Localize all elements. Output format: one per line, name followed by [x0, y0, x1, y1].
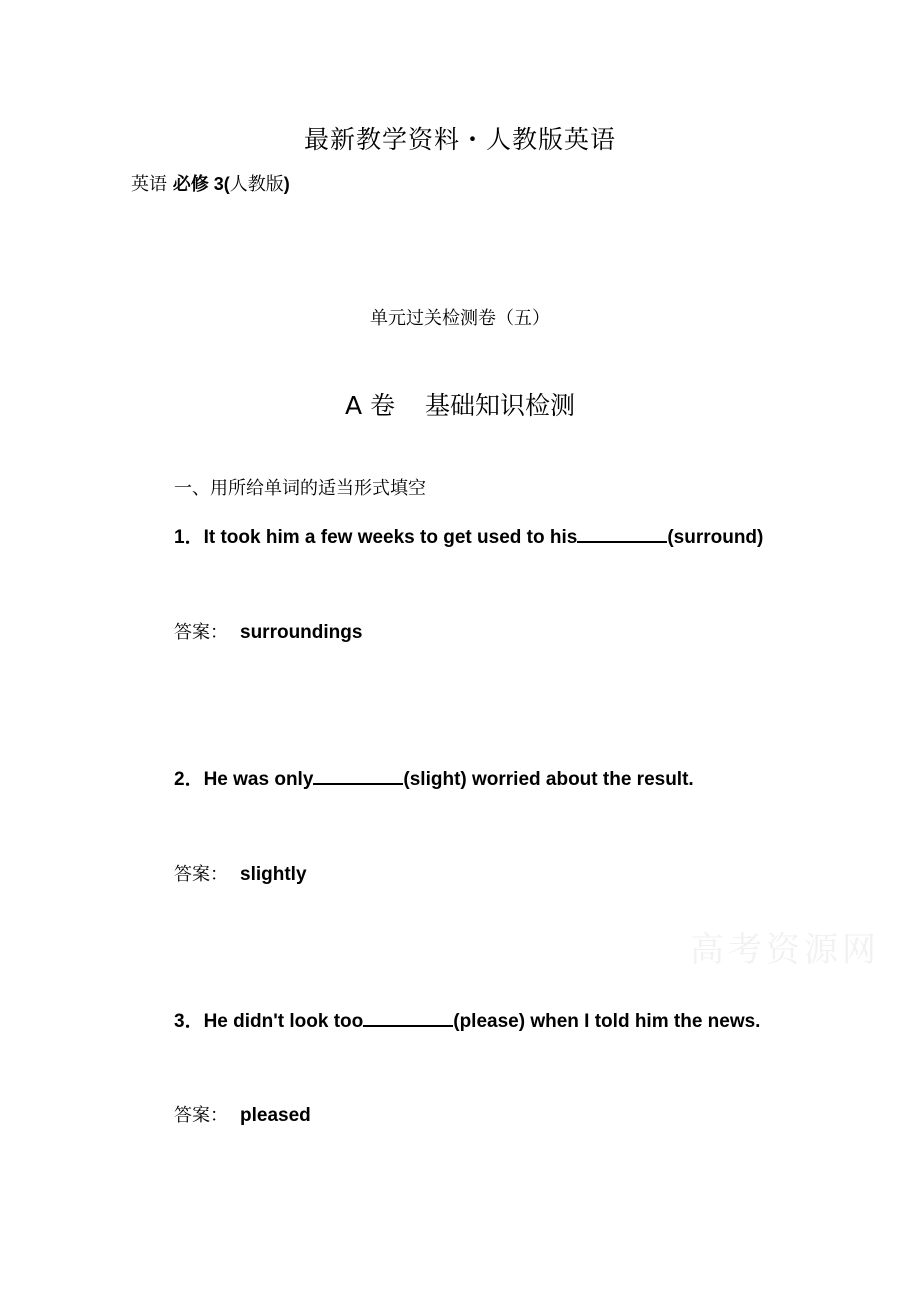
watermark: 高考资源网 — [690, 930, 880, 970]
question-text-after: (surround) — [667, 527, 764, 548]
subject-suffix: ) — [283, 174, 290, 194]
answer-blank[interactable] — [313, 765, 403, 785]
question-number: 3． — [174, 1011, 204, 1032]
section-title — [0, 386, 920, 422]
answer-text: pleased — [240, 1105, 311, 1126]
subject-line — [131, 170, 290, 196]
question-2 — [174, 764, 694, 791]
question-text-before: He was only — [203, 769, 314, 790]
question-1 — [174, 522, 763, 549]
question-text-before: It took him a few weeks to get used to his — [203, 527, 578, 548]
answer-label: 答案： — [174, 864, 228, 885]
question-text-after: (slight) worried about the result. — [403, 769, 694, 790]
question-3 — [174, 1006, 760, 1033]
answer-3 — [174, 1101, 311, 1127]
answer-1 — [174, 618, 362, 644]
question-text-after: (please) when I told him the news. — [453, 1011, 761, 1032]
subject-prefix: 英语 — [131, 174, 167, 195]
exam-title: 单元过关检测卷（五） — [370, 308, 550, 329]
page-top-title: 最新教学资料・人教版英语 — [303, 125, 616, 154]
answer-label: 答案： — [174, 1105, 228, 1126]
subject-edition: 人教版 — [229, 174, 284, 195]
part-heading: 一、用所给单词的适当形式填空 — [174, 478, 426, 499]
subject-book: 必修 3( — [172, 174, 230, 194]
section-name: 基础知识检测 — [425, 391, 576, 420]
answer-label: 答案： — [174, 622, 228, 643]
section-label: A 卷 — [344, 391, 396, 420]
answer-text: surroundings — [240, 622, 363, 643]
answer-text: slightly — [240, 864, 307, 885]
question-number: 2． — [174, 769, 204, 790]
question-number: 1． — [174, 527, 204, 548]
answer-blank[interactable] — [577, 523, 667, 543]
answer-blank[interactable] — [363, 1007, 453, 1027]
question-text-before: He didn't look too — [203, 1011, 364, 1032]
answer-2 — [174, 860, 307, 886]
